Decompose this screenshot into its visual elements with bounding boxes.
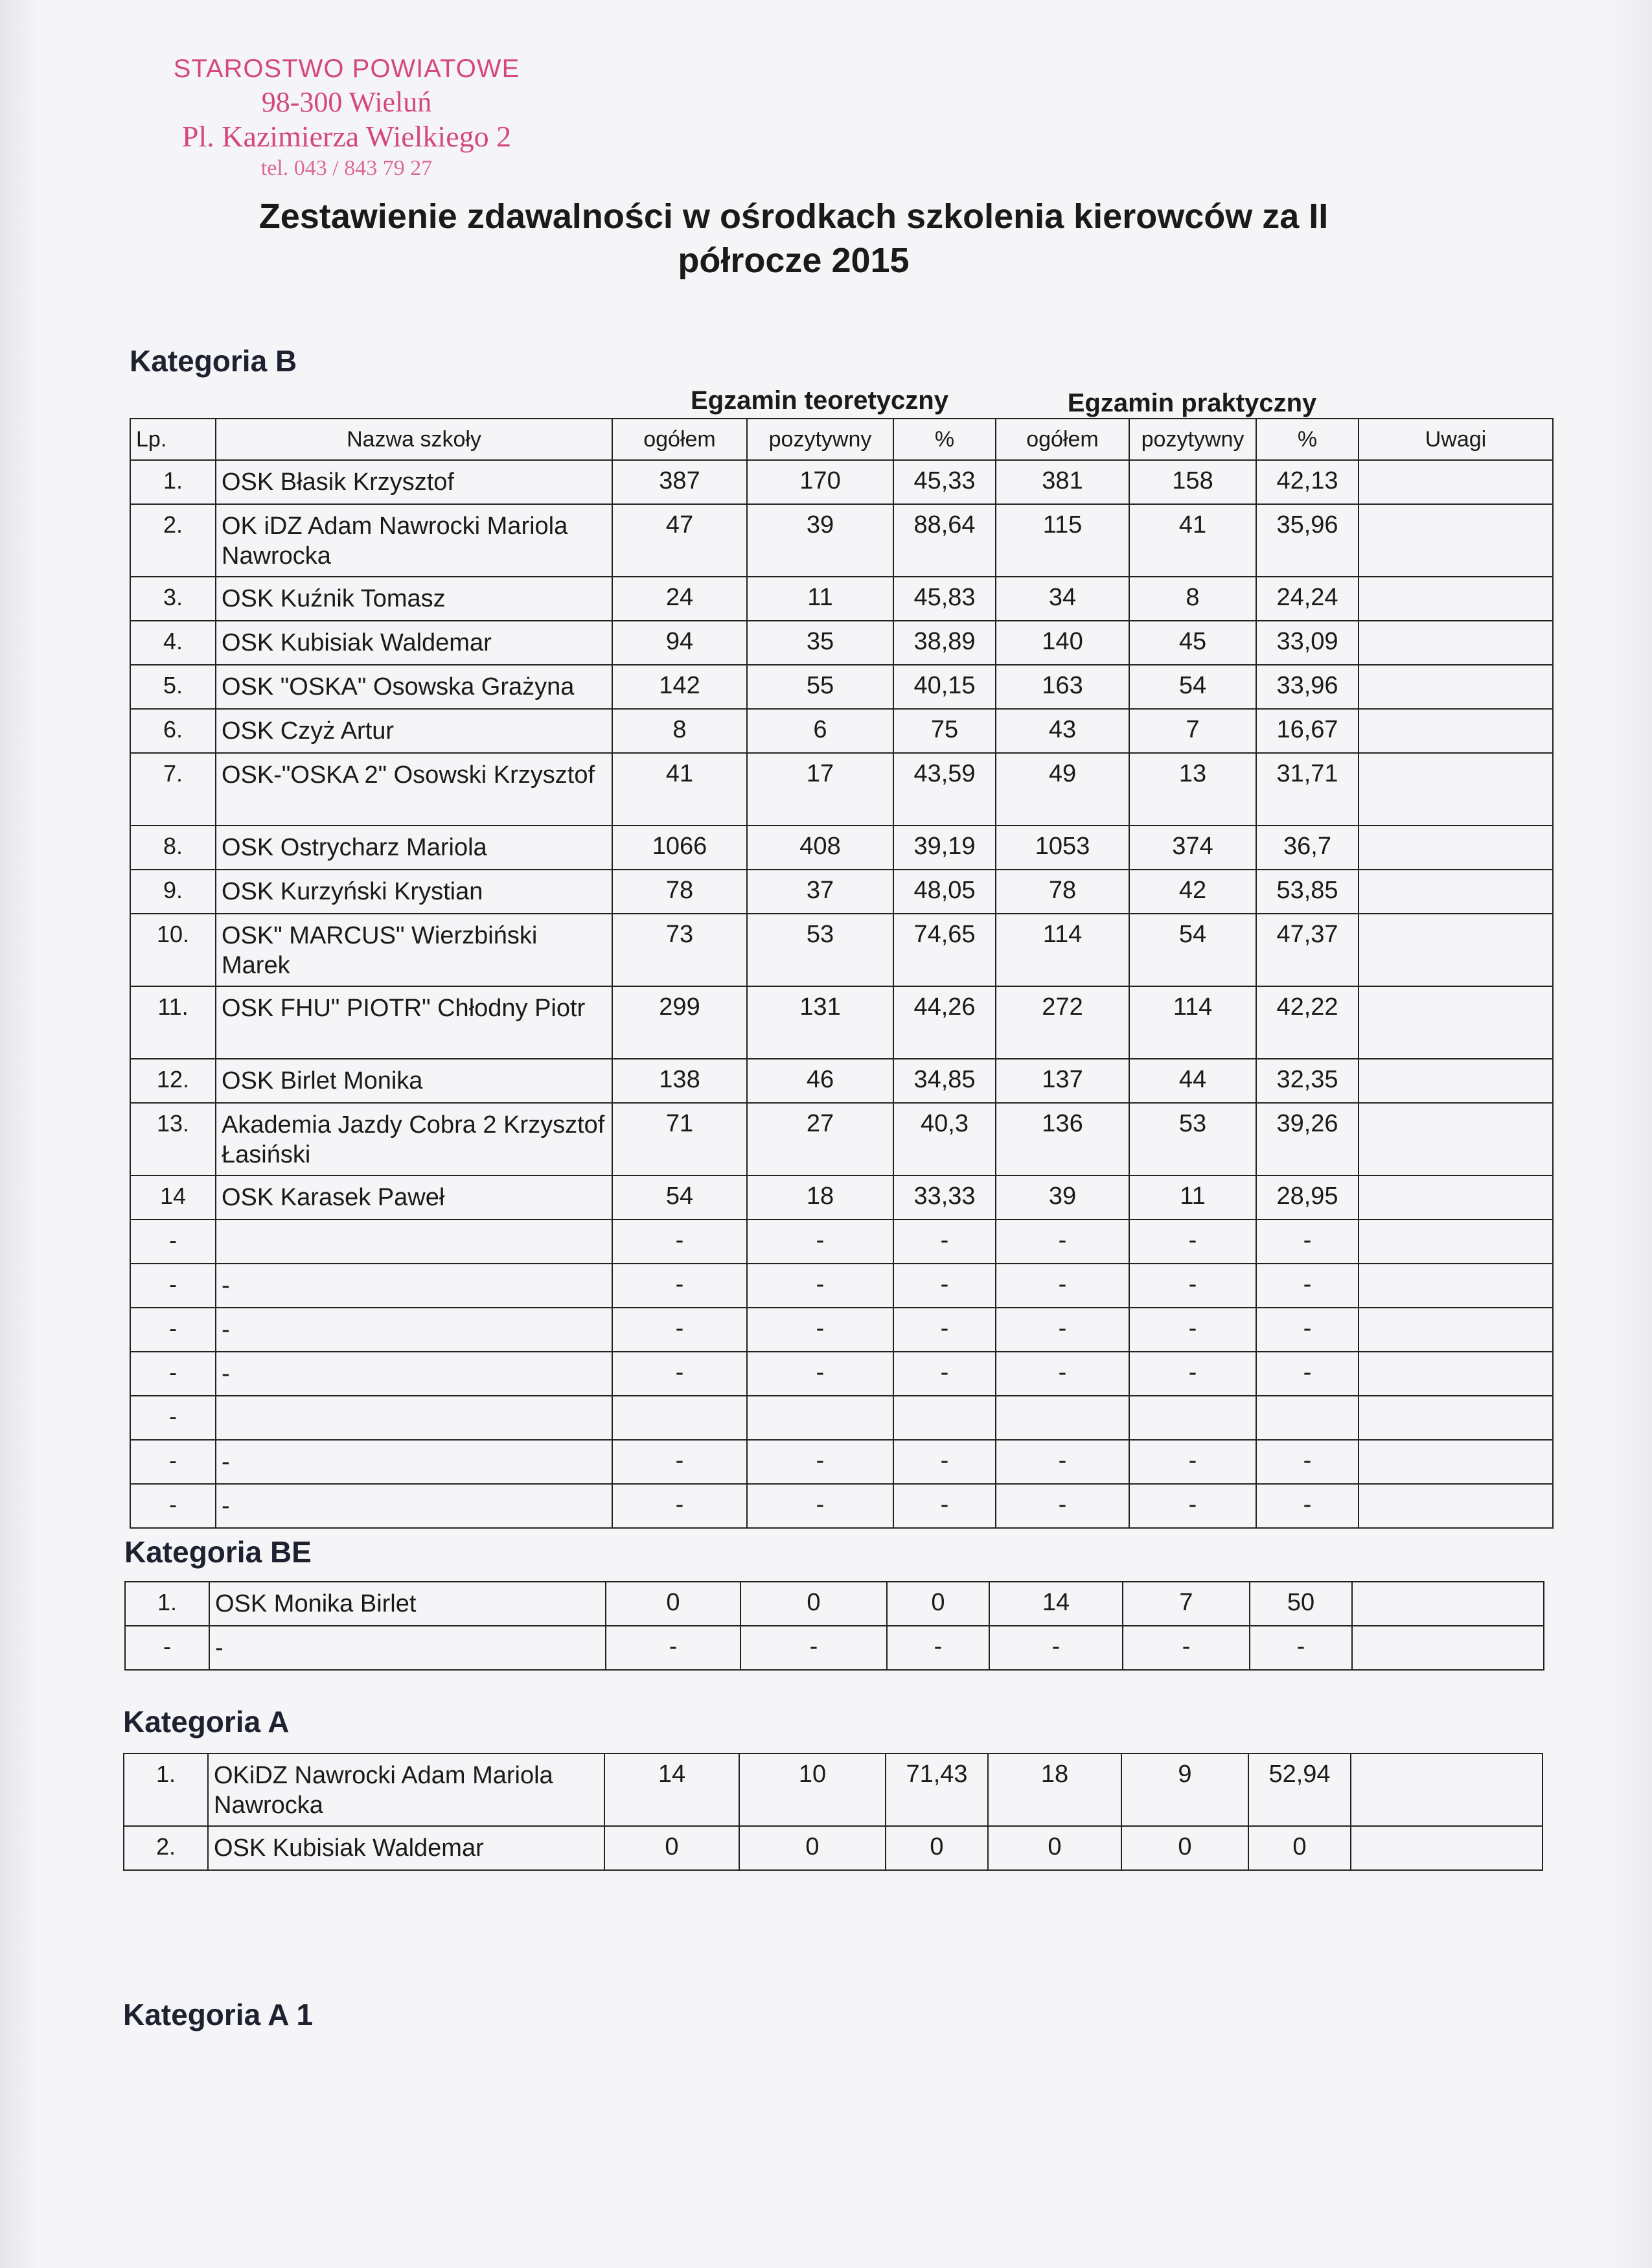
practice-positive-cell: 54	[1129, 914, 1256, 986]
theory-positive-cell: -	[747, 1220, 893, 1264]
lp-cell: 2.	[124, 1826, 208, 1870]
table-row	[124, 1826, 1543, 1870]
theory-positive-cell: -	[747, 1308, 893, 1352]
notes-cell	[1359, 1220, 1553, 1264]
theory-positive-cell: 11	[747, 577, 893, 621]
practice-total-cell: 140	[996, 621, 1129, 665]
practice-pct-cell: -	[1256, 1352, 1359, 1396]
header-notes: Uwagi	[1359, 419, 1553, 460]
practice-positive-cell: 7	[1129, 709, 1256, 753]
category-a-table	[123, 1753, 1543, 1871]
lp-cell: -	[125, 1626, 209, 1670]
title-line-2: półrocze 2015	[678, 241, 910, 280]
category-a-heading: Kategoria A	[123, 1705, 290, 1739]
header-name: Nazwa szkoły	[216, 419, 612, 460]
school-name-cell: OSK FHU" PIOTR" Chłodny Piotr	[216, 986, 612, 1059]
notes-cell	[1351, 1826, 1543, 1870]
table-row	[130, 504, 1553, 577]
practice-pct-cell: -	[1256, 1264, 1359, 1308]
lp-cell: 11.	[130, 986, 216, 1059]
notes-cell	[1359, 1484, 1553, 1528]
notes-cell	[1352, 1626, 1544, 1670]
theory-positive-cell: 10	[739, 1753, 886, 1826]
practice-positive-cell: -	[1129, 1352, 1256, 1396]
practice-total-cell: 272	[996, 986, 1129, 1059]
theory-pct-cell: -	[893, 1440, 996, 1484]
school-name-cell: OSK "OSKA" Osowska Grażyna	[216, 665, 612, 709]
practice-positive-cell: -	[1129, 1264, 1256, 1308]
theory-total-cell: 14	[604, 1753, 739, 1826]
practice-total-cell: 381	[996, 460, 1129, 504]
theory-pct-cell: 34,85	[893, 1059, 996, 1103]
category-a1-heading: Kategoria A 1	[123, 1998, 314, 2031]
practice-total-cell: 49	[996, 753, 1129, 826]
theory-pct-cell: 0	[886, 1826, 988, 1870]
practice-positive-cell: 53	[1129, 1103, 1256, 1175]
table-row	[125, 1582, 1544, 1626]
lp-cell: -	[130, 1220, 216, 1264]
theory-positive-cell: 17	[747, 753, 893, 826]
practice-pct-cell: 33,09	[1256, 621, 1359, 665]
notes-cell	[1359, 1396, 1553, 1440]
practice-positive-cell: 8	[1129, 577, 1256, 621]
theory-positive-cell: -	[747, 1352, 893, 1396]
theory-total-cell: -	[612, 1308, 747, 1352]
notes-cell	[1359, 1440, 1553, 1484]
table-row	[130, 1352, 1553, 1396]
lp-cell: -	[130, 1440, 216, 1484]
table-row	[130, 986, 1553, 1059]
lp-cell: -	[130, 1308, 216, 1352]
practice-total-cell: -	[996, 1484, 1129, 1528]
theory-positive-cell: -	[747, 1440, 893, 1484]
theory-total-cell: 78	[612, 870, 747, 914]
lp-cell: 1.	[130, 460, 216, 504]
theory-positive-cell: 408	[747, 826, 893, 870]
header-practice-pct: %	[1256, 419, 1359, 460]
practice-pct-cell: 52,94	[1248, 1753, 1351, 1826]
school-name-cell: -	[216, 1484, 612, 1528]
table-row	[130, 1308, 1553, 1352]
theory-pct-cell: -	[893, 1264, 996, 1308]
lp-cell: 10.	[130, 914, 216, 986]
theory-positive-cell: 39	[747, 504, 893, 577]
practice-positive-cell: -	[1123, 1626, 1250, 1670]
practice-total-cell: 78	[996, 870, 1129, 914]
theory-pct-cell: 71,43	[886, 1753, 988, 1826]
notes-cell	[1359, 621, 1553, 665]
table-row	[130, 753, 1553, 826]
theory-positive-cell: -	[747, 1484, 893, 1528]
practice-positive-cell: 45	[1129, 621, 1256, 665]
notes-cell	[1359, 577, 1553, 621]
school-name-cell: OSK Kubisiak Waldemar	[216, 621, 612, 665]
practice-pct-cell: 32,35	[1256, 1059, 1359, 1103]
theory-pct-cell: -	[887, 1626, 989, 1670]
theory-positive-cell: 0	[740, 1582, 887, 1626]
theory-positive-cell: -	[747, 1264, 893, 1308]
theory-pct-cell: 38,89	[893, 621, 996, 665]
school-name-cell: OSK Czyż Artur	[216, 709, 612, 753]
table-row	[130, 1175, 1553, 1220]
lp-cell: 9.	[130, 870, 216, 914]
table-row	[130, 826, 1553, 870]
lp-cell: 12.	[130, 1059, 216, 1103]
table-row	[130, 1440, 1553, 1484]
school-name-cell: -	[216, 1264, 612, 1308]
theory-pct-cell: 0	[887, 1582, 989, 1626]
theory-positive-cell: 6	[747, 709, 893, 753]
practice-positive-cell: -	[1129, 1484, 1256, 1528]
theory-pct-cell: -	[893, 1484, 996, 1528]
lp-cell: 1.	[124, 1753, 208, 1826]
document-title	[188, 194, 1399, 283]
notes-cell	[1352, 1582, 1544, 1626]
theory-total-cell: 24	[612, 577, 747, 621]
theory-positive-cell: 27	[747, 1103, 893, 1175]
practice-pct-cell	[1256, 1396, 1359, 1440]
lp-cell: -	[130, 1484, 216, 1528]
school-name-cell: -	[216, 1308, 612, 1352]
theory-pct-cell: 40,15	[893, 665, 996, 709]
table-row	[130, 709, 1553, 753]
table-row	[130, 870, 1553, 914]
theory-total-cell: 94	[612, 621, 747, 665]
school-name-cell: OSK Ostrycharz Mariola	[216, 826, 612, 870]
theory-positive-cell: 53	[747, 914, 893, 986]
table-row	[130, 1264, 1553, 1308]
theory-positive-cell: 55	[747, 665, 893, 709]
practice-positive-cell	[1129, 1396, 1256, 1440]
theory-total-cell: -	[612, 1220, 747, 1264]
header-practice-positive: pozytywny	[1129, 419, 1256, 460]
table-row	[130, 1220, 1553, 1264]
table-header-row	[130, 419, 1553, 460]
practice-positive-cell: -	[1129, 1308, 1256, 1352]
table-row	[124, 1753, 1543, 1826]
lp-cell: -	[130, 1396, 216, 1440]
stamp-line-2: 98-300 Wieluń	[261, 86, 432, 118]
theory-positive-cell: -	[740, 1626, 887, 1670]
school-name-cell: OSK Monika Birlet	[209, 1582, 606, 1626]
theory-total-cell: 71	[612, 1103, 747, 1175]
practice-positive-cell: 13	[1129, 753, 1256, 826]
notes-cell	[1359, 914, 1553, 986]
practice-total-cell: 136	[996, 1103, 1129, 1175]
theory-pct-cell: 74,65	[893, 914, 996, 986]
theory-total-cell: 41	[612, 753, 747, 826]
theory-pct-cell: 44,26	[893, 986, 996, 1059]
notes-cell	[1359, 826, 1553, 870]
school-name-cell: OSK Kubisiak Waldemar	[208, 1826, 604, 1870]
theory-pct-cell: 39,19	[893, 826, 996, 870]
theory-pct-cell: 45,83	[893, 577, 996, 621]
lp-cell: 4.	[130, 621, 216, 665]
practice-total-cell: 43	[996, 709, 1129, 753]
lp-cell: 3.	[130, 577, 216, 621]
practice-total-cell: 137	[996, 1059, 1129, 1103]
practice-pct-cell: 47,37	[1256, 914, 1359, 986]
school-name-cell: OSK Kuźnik Tomasz	[216, 577, 612, 621]
notes-cell	[1359, 665, 1553, 709]
school-name-cell: -	[216, 1352, 612, 1396]
practice-total-cell: 18	[988, 1753, 1121, 1826]
school-name-cell: Akademia Jazdy Cobra 2 Krzysztof Łasiński	[216, 1103, 612, 1175]
category-be-table	[124, 1581, 1544, 1671]
school-name-cell: OSK" MARCUS" Wierzbiński Marek	[216, 914, 612, 986]
practice-positive-cell: -	[1129, 1440, 1256, 1484]
table-row	[130, 577, 1553, 621]
lp-cell: 1.	[125, 1582, 209, 1626]
practice-positive-cell: 158	[1129, 460, 1256, 504]
theory-total-cell: -	[606, 1626, 740, 1670]
practice-positive-cell: 41	[1129, 504, 1256, 577]
school-name-cell: OSK Kurzyński Krystian	[216, 870, 612, 914]
practice-pct-cell: 33,96	[1256, 665, 1359, 709]
practice-positive-cell: 114	[1129, 986, 1256, 1059]
table-row	[130, 665, 1553, 709]
practice-total-cell: -	[989, 1626, 1123, 1670]
theory-positive-cell: 131	[747, 986, 893, 1059]
notes-cell	[1359, 1059, 1553, 1103]
table-row	[130, 621, 1553, 665]
category-be-heading: Kategoria BE	[124, 1535, 312, 1569]
notes-cell	[1359, 1103, 1553, 1175]
practice-pct-cell: -	[1256, 1308, 1359, 1352]
practice-total-cell: -	[996, 1264, 1129, 1308]
practice-total-cell: 114	[996, 914, 1129, 986]
notes-cell	[1359, 753, 1553, 826]
lp-cell: 14	[130, 1175, 216, 1220]
practice-pct-cell: 53,85	[1256, 870, 1359, 914]
category-b-heading: Kategoria B	[130, 344, 297, 378]
practice-positive-cell: 0	[1121, 1826, 1248, 1870]
practice-total-cell: 0	[988, 1826, 1121, 1870]
lp-cell: 6.	[130, 709, 216, 753]
table-row	[130, 1396, 1553, 1440]
lp-cell: 13.	[130, 1103, 216, 1175]
theory-total-cell: 299	[612, 986, 747, 1059]
header-lp: Lp.	[130, 419, 216, 460]
practice-pct-cell: 16,67	[1256, 709, 1359, 753]
practice-total-cell: 115	[996, 504, 1129, 577]
school-name-cell: OSK-"OSKA 2" Osowski Krzysztof	[216, 753, 612, 826]
practice-pct-cell: 39,26	[1256, 1103, 1359, 1175]
theory-total-cell: 8	[612, 709, 747, 753]
theory-exam-heading: Egzamin teoretyczny	[691, 386, 948, 415]
theory-pct-cell: 48,05	[893, 870, 996, 914]
theory-pct-cell: 88,64	[893, 504, 996, 577]
practice-pct-cell: 50	[1250, 1582, 1352, 1626]
theory-total-cell	[612, 1396, 747, 1440]
theory-total-cell: 0	[606, 1582, 740, 1626]
theory-total-cell: -	[612, 1264, 747, 1308]
theory-total-cell: 387	[612, 460, 747, 504]
school-name-cell	[216, 1396, 612, 1440]
practice-total-cell: -	[996, 1440, 1129, 1484]
school-name-cell: -	[216, 1440, 612, 1484]
practice-pct-cell: 31,71	[1256, 753, 1359, 826]
stamp-line-4: tel. 043 / 843 79 27	[260, 156, 433, 180]
practice-pct-cell: 36,7	[1256, 826, 1359, 870]
practice-total-cell: 34	[996, 577, 1129, 621]
practice-total-cell: 1053	[996, 826, 1129, 870]
notes-cell	[1359, 870, 1553, 914]
theory-pct-cell: 45,33	[893, 460, 996, 504]
theory-pct-cell: -	[893, 1308, 996, 1352]
theory-pct-cell: 75	[893, 709, 996, 753]
practice-pct-cell: 42,22	[1256, 986, 1359, 1059]
practice-positive-cell: -	[1129, 1220, 1256, 1264]
practice-total-cell: -	[996, 1220, 1129, 1264]
table-row	[130, 1484, 1553, 1528]
practice-total-cell: 39	[996, 1175, 1129, 1220]
header-theory-total: ogółem	[612, 419, 747, 460]
school-name-cell: OKiDZ Nawrocki Adam Mariola Nawrocka	[208, 1753, 604, 1826]
theory-pct-cell: 43,59	[893, 753, 996, 826]
theory-positive-cell: 37	[747, 870, 893, 914]
theory-positive-cell: 18	[747, 1175, 893, 1220]
theory-total-cell: 73	[612, 914, 747, 986]
lp-cell: 7.	[130, 753, 216, 826]
lp-cell: -	[130, 1352, 216, 1396]
practice-total-cell	[996, 1396, 1129, 1440]
notes-cell	[1359, 1352, 1553, 1396]
theory-total-cell: -	[612, 1440, 747, 1484]
theory-total-cell: -	[612, 1352, 747, 1396]
notes-cell	[1359, 1175, 1553, 1220]
practice-total-cell: 163	[996, 665, 1129, 709]
theory-positive-cell: 170	[747, 460, 893, 504]
theory-total-cell: -	[612, 1484, 747, 1528]
header-theory-pct: %	[893, 419, 996, 460]
theory-total-cell: 1066	[612, 826, 747, 870]
practice-positive-cell: 374	[1129, 826, 1256, 870]
practice-pct-cell: 24,24	[1256, 577, 1359, 621]
practice-positive-cell: 11	[1129, 1175, 1256, 1220]
lp-cell: 5.	[130, 665, 216, 709]
theory-total-cell: 47	[612, 504, 747, 577]
practice-pct-cell: 0	[1248, 1826, 1351, 1870]
table-row	[130, 1059, 1553, 1103]
school-name-cell	[216, 1220, 612, 1264]
title-line-1: Zestawienie zdawalności w ośrodkach szkolenia kierowców za II	[258, 197, 1329, 236]
practice-positive-cell: 7	[1123, 1582, 1250, 1626]
header-theory-positive: pozytywny	[747, 419, 893, 460]
table-row	[130, 914, 1553, 986]
lp-cell: 2.	[130, 504, 216, 577]
practice-positive-cell: 9	[1121, 1753, 1248, 1826]
school-name-cell: -	[209, 1626, 606, 1670]
stamp-line-3: Pl. Kazimierza Wielkiego 2	[181, 120, 512, 153]
school-name-cell: OK iDZ Adam Nawrocki Mariola Nawrocka	[216, 504, 612, 577]
theory-total-cell: 142	[612, 665, 747, 709]
practice-pct-cell: 42,13	[1256, 460, 1359, 504]
notes-cell	[1359, 460, 1553, 504]
notes-cell	[1359, 1308, 1553, 1352]
school-name-cell: OSK Błasik Krzysztof	[216, 460, 612, 504]
theory-pct-cell: -	[893, 1220, 996, 1264]
table-row	[130, 1103, 1553, 1175]
theory-positive-cell: 46	[747, 1059, 893, 1103]
practice-pct-cell: -	[1256, 1440, 1359, 1484]
notes-cell	[1359, 1264, 1553, 1308]
practice-total-cell: 14	[989, 1582, 1123, 1626]
category-b-table	[130, 418, 1554, 1529]
practice-positive-cell: 42	[1129, 870, 1256, 914]
lp-cell: -	[130, 1264, 216, 1308]
notes-cell	[1359, 986, 1553, 1059]
theory-pct-cell: 33,33	[893, 1175, 996, 1220]
theory-total-cell: 54	[612, 1175, 747, 1220]
theory-total-cell: 0	[604, 1826, 739, 1870]
theory-pct-cell: 40,3	[893, 1103, 996, 1175]
practice-positive-cell: 44	[1129, 1059, 1256, 1103]
practice-pct-cell: -	[1256, 1220, 1359, 1264]
practical-exam-heading: Egzamin praktyczny	[1067, 389, 1317, 417]
office-stamp	[165, 52, 528, 183]
practice-pct-cell: 28,95	[1256, 1175, 1359, 1220]
notes-cell	[1359, 504, 1553, 577]
notes-cell	[1351, 1753, 1543, 1826]
theory-positive-cell: 0	[739, 1826, 886, 1870]
school-name-cell: OSK Karasek Paweł	[216, 1175, 612, 1220]
theory-pct-cell	[893, 1396, 996, 1440]
practice-pct-cell: -	[1250, 1626, 1352, 1670]
lp-cell: 8.	[130, 826, 216, 870]
theory-positive-cell	[747, 1396, 893, 1440]
practice-pct-cell: -	[1256, 1484, 1359, 1528]
header-practice-total: ogółem	[996, 419, 1129, 460]
practice-total-cell: -	[996, 1308, 1129, 1352]
stamp-line-1: STAROSTWO POWIATOWE	[173, 54, 520, 83]
practice-total-cell: -	[996, 1352, 1129, 1396]
practice-pct-cell: 35,96	[1256, 504, 1359, 577]
table-row	[130, 460, 1553, 504]
school-name-cell: OSK Birlet Monika	[216, 1059, 612, 1103]
theory-total-cell: 138	[612, 1059, 747, 1103]
practice-positive-cell: 54	[1129, 665, 1256, 709]
theory-pct-cell: -	[893, 1352, 996, 1396]
notes-cell	[1359, 709, 1553, 753]
theory-positive-cell: 35	[747, 621, 893, 665]
table-row	[125, 1626, 1544, 1670]
